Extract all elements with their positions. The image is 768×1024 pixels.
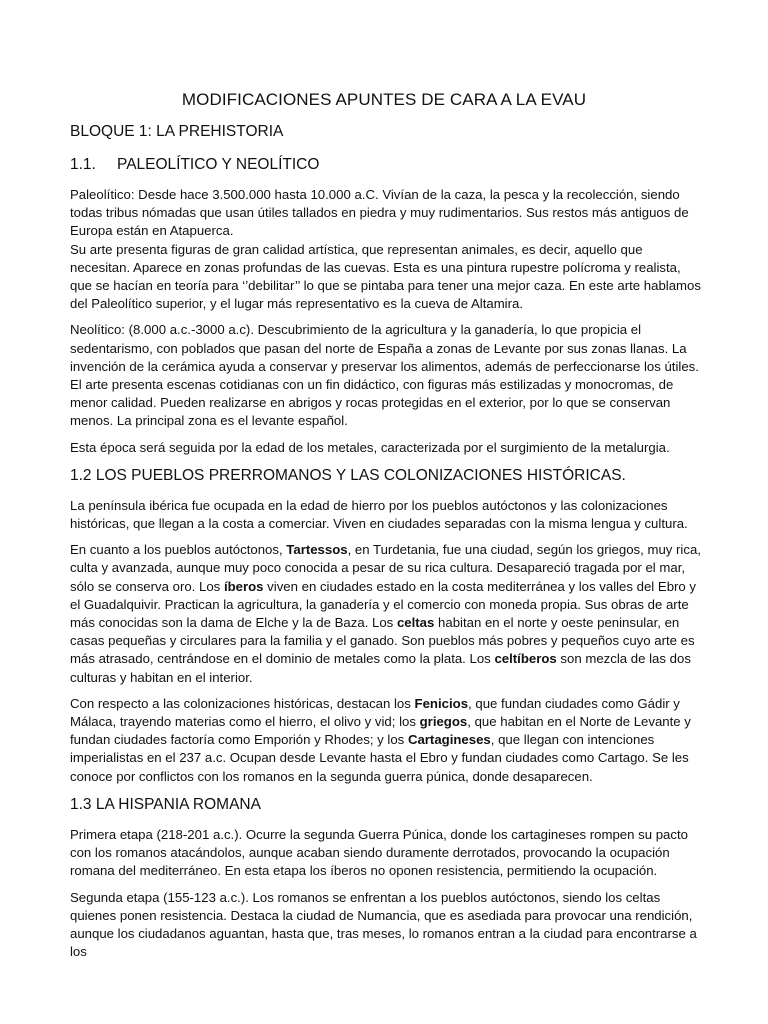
paragraph-primera-etapa: [70, 826, 706, 881]
bold-term: íberos: [223, 578, 264, 594]
paragraph-peninsula: [70, 497, 706, 533]
paragraph-colonizaciones: [70, 695, 706, 786]
bold-term: Fenicios: [414, 695, 469, 711]
paragraph-text: Paleolítico: Desde hace 3.500.000 hasta 10.000 a.C. Vivían de la caza, la pesca y la recolección, siendo todas tribus nómadas que usan útiles tallados en piedra y muy rudimentarios. Sus restos más antiguos de Europa están en Atapuerca.: [70, 187, 689, 239]
paragraph-paleolitico-arte: [70, 241, 706, 314]
text-run: , que llegan con intenciones imperialistas en el 237 a.c. Ocupan desde Levante hasta el Ebro y fundan ciudades como Cartago. Se les conoce por conflictos con los romanos en la segunda guerra púnica, donde desaparecen.: [70, 732, 689, 784]
document-body: [70, 154, 706, 969]
text-run: , que habitan en el Norte de Levante y fundan ciudades factoría como Emporión y Rhodes; y los: [70, 714, 691, 748]
section-heading-1-1: [70, 154, 706, 176]
text-run: son mezcla de las dos culturas y habitan en el interior.: [70, 651, 691, 685]
text-run: , en Turdetania, fue una ciudad, según los griegos, muy rica, culta y avanzada, aunque muy poco conocida a pesar de su rica cultura. Desapareció tragada por el mar, sólo se conserva oro. Los: [70, 542, 701, 594]
document-title: MODIFICACIONES APUNTES DE CARA A LA EVAU: [181, 90, 587, 109]
paragraph-text: Su arte presenta figuras de gran calidad artística, que representan animales, es decir, aquello que necesitan. Aparece en zonas profundas de las cuevas. Esta es una pintura rupestre polícroma y realista, que se hacían en teoría para ‘’debilitar’’ lo que se pintaba para tener una mejor caza. En este arte hablamos del Paleolítico superior, y el lugar más representativo es la cueva de Altamira.: [70, 241, 701, 312]
paragraph-pueblos-autoctonos: [70, 541, 706, 687]
paragraph-text: Primera etapa (218-201 a.c.). Ocurre la segunda Guerra Púnica, donde los cartagineses rompen su pacto con los romanos atacándolos, aunque acaban siendo duramente derrotados, provocando la ocupación romana del mediterráneo. En esta etapa los íberos no oponen resistencia, permitiendo la ocupación.: [70, 826, 688, 879]
section-heading-1-3: 1.3 LA HISPANIA ROMANA: [70, 795, 261, 813]
paragraph-text: Neolítico: (8.000 a.c.-3000 a.c). Descubrimiento de la agricultura y la ganadería, lo que propicia el sedentarismo, con poblados que pasan del norte de España a zonas de Levante por sus zonas llanas. La invención de la cerámica ayuda a conservar y preservar los alimentos, además de perfeccionarse los útiles. El arte presenta escenas cotidianas con un fin didáctico, con figuras más estilizadas y monocromas, de menor calidad. Pueden realizarse en abrigos y rocas protegidas en el exterior, por lo que se conservan menos. La principal zona es el levante español.: [70, 322, 699, 429]
paragraph-metales: [70, 439, 706, 457]
bold-term: Tartessos: [286, 542, 348, 558]
block-heading: BLOQUE 1: LA PREHISTORIA: [70, 123, 284, 140]
text-run: viven en ciudades estado en la costa mediterránea y los valles del Ebro y el Guadalquivir. Practican la agricultura, la ganadería y el comercio con moneda propia. Sus obras de arte más conocidas son la dama de Elche y la de Baza. Los: [70, 578, 697, 631]
paragraph-neolitico: [70, 321, 706, 430]
paragraph-text: Esta época será seguida por la edad de los metales, caracterizada por el surgimiento de la metalurgia.: [70, 439, 670, 455]
paragraph-paleolitico: [70, 186, 706, 241]
bold-term: celtíberos: [494, 651, 557, 667]
section-title: PALEOLÍTICO Y NEOLÍTICO: [117, 156, 320, 173]
text-run: habitan en el norte y oeste peninsular, en casas pequeñas y circulares para la familia y el ganado. Son pueblos más pobres y pequeños cuyo arte es más atrasado, centrándose en el dominio de metales como la plata. Los: [70, 615, 695, 667]
paragraph-text: La península ibérica fue ocupada en la edad de hierro por los pueblos autóctonos y las colonizaciones históricas, que llegan a la costa a comerciar. Viven en ciudades separadas con la misma lengua y cultura.: [70, 497, 688, 532]
text-run: En cuanto a los pueblos autóctonos,: [70, 542, 287, 558]
bold-term: Cartagineses: [407, 732, 491, 748]
text-run: , que fundan ciudades como Gádir y Málaca, trayendo materias como el hierro, el olivo y vid; los: [70, 695, 680, 730]
bold-term: griegos: [419, 714, 468, 730]
bold-term: celtas: [396, 615, 435, 631]
paragraph-text: Segunda etapa (155-123 a.c.). Los romanos se enfrentan a los pueblos autóctonos, siendo los celtas quienes ponen resistencia. Destaca la ciudad de Numancia, que es asediada para provocar una rendición, aunque los ciudadanos aguantan, hasta que, tras meses, lo romanos entran a la ciudad para encontrarse a los: [70, 889, 697, 960]
section-heading-1-2: 1.2 LOS PUEBLOS PRERROMANOS Y LAS COLONIZACIONES HISTÓRICAS.: [70, 466, 626, 484]
section-number: 1.1.: [70, 156, 96, 173]
text-run: Con respecto a las colonizaciones históricas, destacan los: [70, 695, 415, 711]
paragraph-segunda-etapa: [70, 889, 706, 962]
